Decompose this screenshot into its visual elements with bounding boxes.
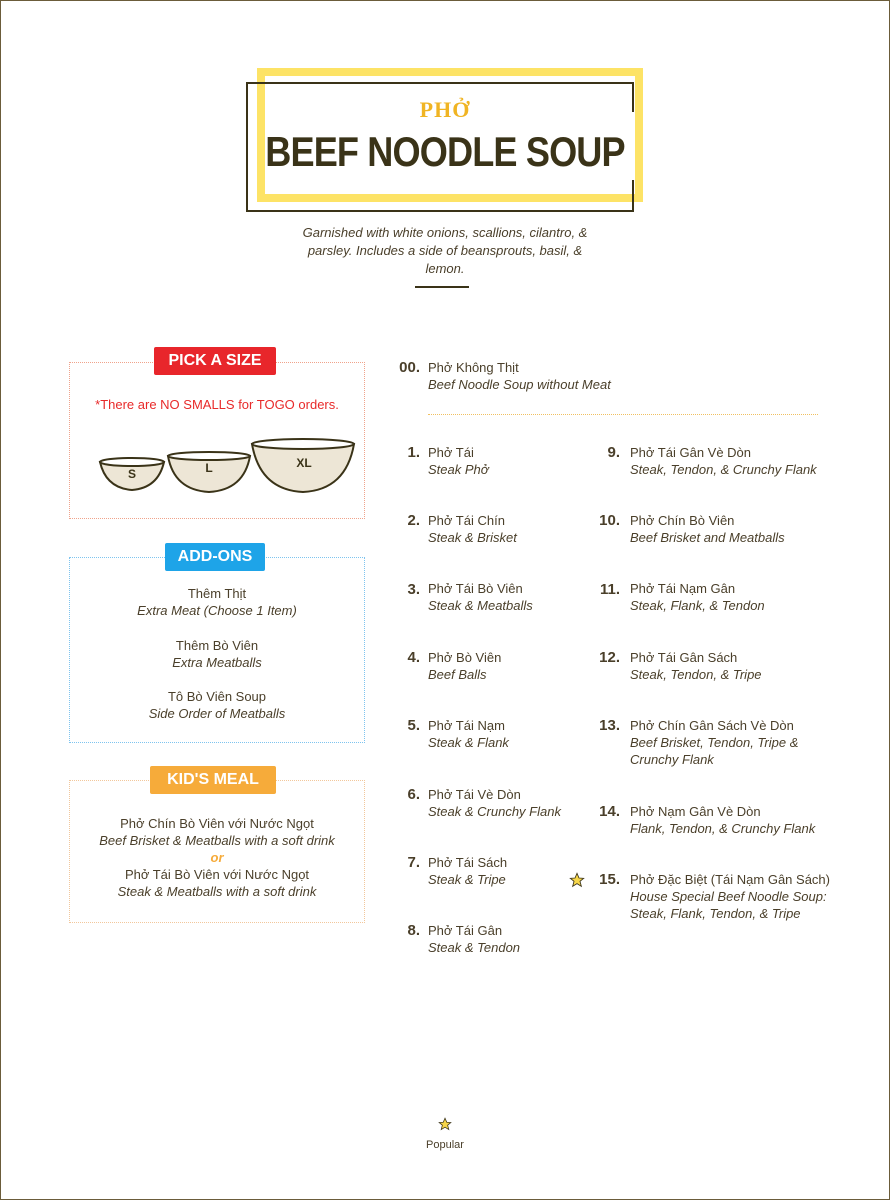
description: Garnished with white onions, scallions, cilantro, & parsley. Includes a side of beansprouts, basil, & lemon. [302,225,588,276]
size-xl-label: XL [296,456,312,470]
item-vn: Phở Tái Vè Dòn [428,787,521,802]
item-number: 13. [599,717,620,734]
item-en: Steak & Brisket [428,530,517,545]
item-en: Steak & Flank [428,735,509,750]
addon-vn: Tô Bò Viên Soup [167,689,267,704]
menu-divider [428,414,818,415]
item-en: Beef Noodle Soup without Meat [428,377,611,392]
kid-en: Beef Brisket & Meatballs with a soft drink [99,833,335,848]
item-number: 7. [407,854,420,871]
kid-item [69,815,365,849]
item-vn: Phở Tái Gân [428,923,503,938]
item-en: Flank, Tendon, & Crunchy Flank [630,821,816,836]
item-vn: Phở Tái Gân Sách [630,650,738,665]
item-number: 5. [407,717,420,734]
item-number: 15. [599,871,620,888]
item-en: Steak, Tendon, & Tripe [630,667,762,682]
addon-vn: Thêm Bò Viên [175,638,259,653]
item-vn: Phở Nạm Gân Vè Dòn [630,804,761,819]
item-vn: Phở Tái Chín [428,513,505,528]
item-vn: Phở Đặc Biệt (Tái Nạm Gân Sách) [630,872,830,887]
addon-en: Extra Meat (Choose 1 Item) [137,603,297,618]
page-title: BEEF NOODLE SOUP [265,128,625,175]
size-s-label: S [127,467,136,481]
item-en: Steak & Meatballs [428,598,533,613]
addon-vn: Thêm Thịt [187,586,247,601]
item-vn: Phở Tái Nạm [428,718,505,733]
kid-item [69,866,365,900]
item-vn: Phở Tái [428,445,474,460]
item-en: House Special Beef Noodle Soup: [630,889,827,904]
star-icon [438,1117,452,1131]
addon-en: Side Order of Meatballs [148,706,286,721]
item-vn: Phở Bò Viên [428,650,502,665]
item-vn: Phở Chín Gân Sách Vè Dòn [630,718,794,733]
item-number: 8. [407,922,420,939]
size-l-label: L [205,461,213,475]
item-en: Steak, Tendon, & Crunchy Flank [630,462,817,477]
item-number: 00. [399,359,420,376]
item-en: Steak, Flank, Tendon, & Tripe [630,906,801,921]
item-number: 6. [407,786,420,803]
item-en: Crunchy Flank [630,752,714,767]
addon-item [69,688,365,722]
addon-item [69,585,365,619]
kid-vn: Phở Tái Bò Viên với Nước Ngọt [124,867,310,882]
togo-note: *There are NO SMALLS for TOGO orders. [95,397,339,412]
item-en: Steak & Tendon [428,940,521,955]
item-en: Steak Phở [428,462,489,477]
item-vn: Phở Tái Nạm Gân [630,581,736,596]
popular-legend: Popular [426,1139,464,1151]
item-number: 10. [599,512,620,529]
item-en: Steak & Tripe [428,872,506,887]
addons-section-label: ADD-ONS [165,543,265,571]
item-vn: Phở Không Thịt [428,360,519,375]
item-number: 11. [599,581,620,598]
title-pho: PHỞ [419,97,471,122]
kids-section-label: KID'S MEAL [150,766,276,794]
item-en: Steak & Crunchy Flank [428,804,561,819]
item-en: Steak, Flank, & Tendon [630,598,765,613]
kid-vn: Phở Chín Bò Viên với Nước Ngọt [120,816,314,831]
kid-en: Steak & Meatballs with a soft drink [117,884,317,899]
item-vn: Phở Tái Bò Viên [428,581,523,596]
item-number: 14. [599,803,620,820]
addon-item [69,637,365,671]
title-dark-frame-right-bottom [632,180,634,212]
size-section-label: PICK A SIZE [154,347,276,375]
item-vn: Phở Tái Gân Vè Dòn [630,445,752,460]
item-en: Beef Brisket and Meatballs [630,530,785,545]
item-en: Beef Balls [428,667,487,682]
description-divider [415,286,469,288]
kid-or: or [210,850,224,865]
item-en: Beef Brisket, Tendon, Tripe & [630,735,799,750]
item-vn: Phở Tái Sách [428,855,508,870]
item-number: 12. [599,649,620,666]
item-number: 1. [407,444,420,461]
item-number: 4. [407,649,420,666]
item-number: 9. [607,444,620,461]
item-number: 3. [407,581,420,598]
item-vn: Phở Chín Bò Viên [630,513,735,528]
addon-en: Extra Meatballs [172,655,262,670]
item-number: 2. [407,512,420,529]
